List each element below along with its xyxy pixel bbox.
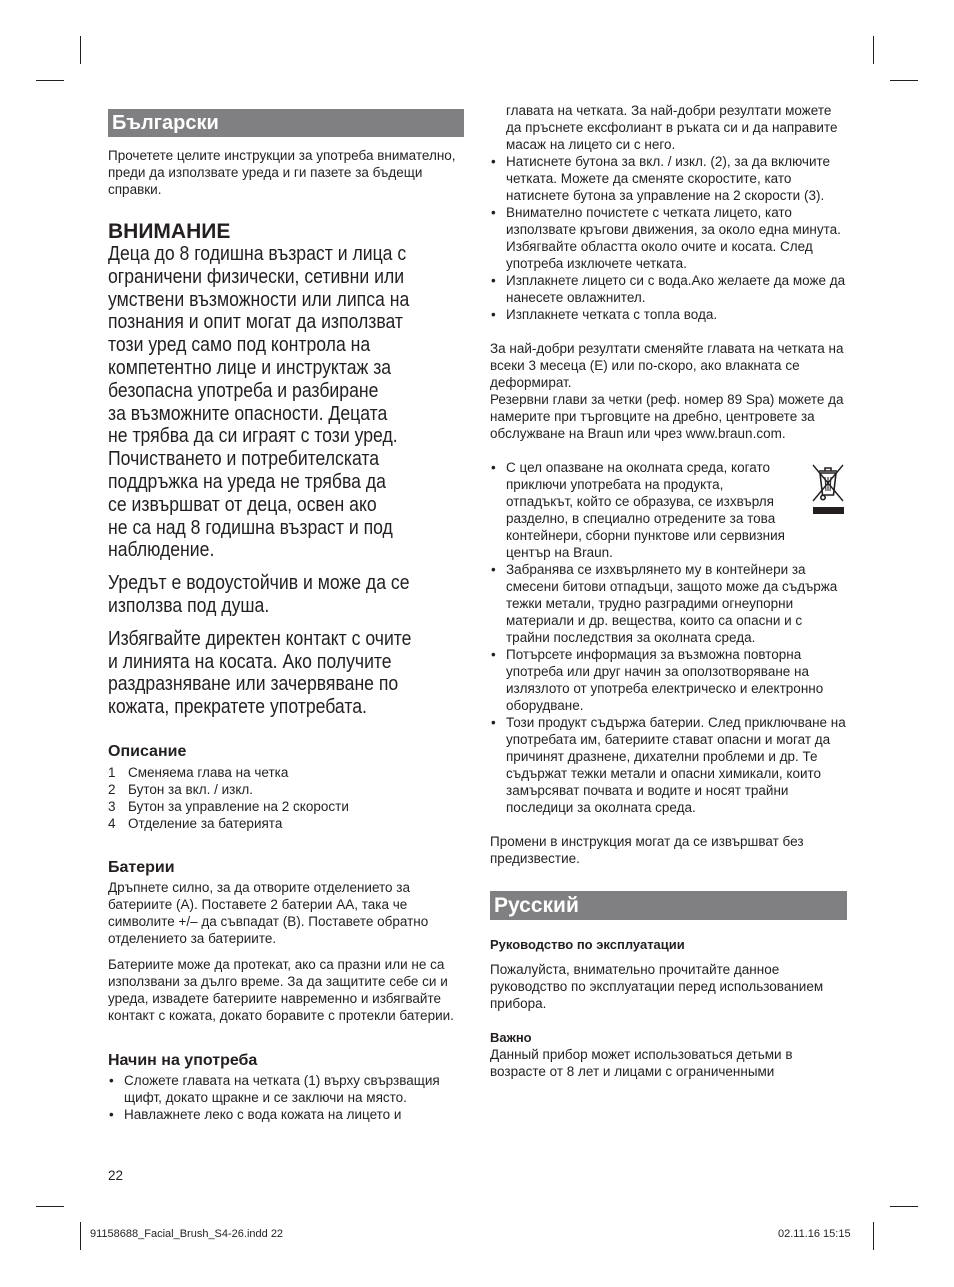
section-heading-bulgarian: Български	[108, 109, 464, 137]
avoid-contact-line: кожата, прекратете употребата.	[108, 695, 367, 719]
usage-step: • Навлажнете леко с вода кожата на лицето и	[108, 1106, 464, 1123]
crossed-out-wheelie-bin-icon	[809, 461, 847, 517]
manual-title: Руководство по эксплуатации	[490, 937, 685, 952]
waterproof-line: Уредът е водоустойчив и може да се	[108, 571, 410, 595]
change-notice: Промени в инструкция могат да се извършват без предизвестие.	[490, 834, 804, 866]
batteries-warning-paragraph: Батериите може да протекат, ако са празни или не са използвани за дълго време. За да защитите себе си и уреда, извадете батериите навременно и избягвайте контакт с кожата, докато боравите с протекли батерии.	[108, 956, 454, 1023]
crop-mark	[80, 1222, 81, 1250]
description-item-number: 2	[108, 781, 116, 797]
important-title: Важно	[490, 1030, 532, 1045]
crop-mark	[80, 36, 81, 64]
description-item-label: Бутон за вкл. / изкл.	[128, 781, 254, 797]
warning-line: умствени възможности или липса на	[108, 287, 410, 311]
warning-line: ограничени физически, сетивни или	[108, 264, 405, 288]
avoid-contact-line: Избягвайте директен контакт с очите	[108, 626, 412, 650]
usage-continuation: главата на четката. За най-добри резултати можете да пръснете ексфолиант в ръката си и да направите масаж на лицето си с него.	[506, 103, 838, 152]
manual-paragraph: Пожалуйста, внимательно прочитайте данное руководство по эксплуатации перед использованием прибора.	[490, 962, 824, 1011]
description-item-label: Сменяема глава на четка	[128, 764, 289, 780]
batteries-title: Батерии	[108, 858, 175, 876]
crop-mark	[890, 80, 918, 81]
warning-line: безопасна употреба и разбиране	[108, 378, 379, 402]
description-item	[108, 781, 464, 798]
usage-step: • Изплакнете четката с топла вода.	[490, 306, 847, 323]
usage-list	[108, 1072, 464, 1123]
warning-line: познания и опит могат да използват	[108, 310, 404, 334]
crop-mark	[36, 1206, 64, 1207]
environment-item: • С цел опазване на околната среда, когато приключи употребата на продукта, отпадъкът, който се образува, се изхвърля разделно, в специално отредените за това контейнери, сборни пунктове или сервизния център на Braun.	[490, 459, 787, 561]
warning-line: поддръжка на уреда не трябва да	[108, 469, 386, 493]
environment-list	[490, 459, 847, 816]
description-title: Описание	[108, 742, 187, 760]
avoid-contact-line: раздразняване или зачервяване по	[108, 672, 399, 696]
avoid-contact-line: и линията на косата. Ако получите	[108, 649, 392, 673]
usage-step: • Натиснете бутона за вкл. / изкл. (2), за да включите четката. Можете да сменяте скоростите, като натиснете бутона за управление на 2 скорости (3).	[490, 153, 847, 204]
warning-line: компетентно лице и инструктаж за	[108, 355, 392, 379]
crop-mark	[873, 1222, 874, 1250]
environment-section	[490, 459, 847, 816]
warning-line: не трябва да си играят с този уред.	[108, 424, 398, 448]
warning-text	[108, 243, 461, 562]
right-column	[490, 102, 847, 1080]
avoid-contact-text	[108, 628, 461, 719]
usage-step: • Изплакнете лицето си с вода.Ако желаете да може да нанесете овлажнител.	[490, 272, 847, 306]
warning-line: наблюдение.	[108, 538, 215, 562]
description-item	[108, 798, 464, 815]
footer-filename: 91158688_Facial_Brush_S4-26.indd 22	[90, 1228, 284, 1240]
warning-line: Деца до 8 годишна възраст и лица с	[108, 242, 407, 265]
warning-line: този уред само под контрола на	[108, 333, 371, 357]
environment-item: • Потърсете информация за възможна повторна употреба или друг начин за оползотворяване на излязлото от употреба електрическо и електронно оборудване.	[490, 646, 847, 714]
description-item-number: 3	[108, 798, 116, 814]
crop-mark	[890, 1206, 918, 1207]
usage-list-continued	[490, 153, 847, 323]
waterproof-line: използва под душа.	[108, 593, 270, 617]
warning-line: не са над 8 годишна възраст и под	[108, 515, 393, 539]
usage-title: Начин на употреба	[108, 1051, 258, 1069]
warning-title: ВНИМАНИЕ	[108, 220, 231, 243]
spare-heads-paragraph: Резервни глави за четки (реф. номер 89 Spa) можете да намерите при търговците на дребно, центровете за обслужване на Braun или чрез www.braun.com.	[490, 392, 844, 441]
description-item-number: 1	[108, 764, 116, 780]
batteries-paragraph: Дръпнете силно, за да отворите отделението за батериите (A). Поставете 2 батерии AA, така че символите +/– да съвпадат (B). Поставете обратно отделението за батериите.	[108, 879, 429, 946]
description-item	[108, 764, 464, 781]
environment-item: • Този продукт съдържа батерии. След приключване на употребата им, батериите стават опасни и могат да причинят дразнене, дихателни проблеми и др. Те съдържат тежки метали и опасни химикали, които замърсяват почвата и водите и носят трайни последици за околната среда.	[490, 714, 847, 816]
description-list	[108, 764, 464, 832]
warning-line: за възможните опасности. Децата	[108, 401, 388, 425]
crop-mark	[873, 36, 874, 64]
description-item-number: 4	[108, 815, 116, 831]
usage-step: • Сложете главата на четката (1) върху свързващия щифт, докато щракне и се заключи на място.	[108, 1072, 464, 1106]
usage-step: • Внимателно почистете с четката лицето, като използвате кръгови движения, за около една минута. Избягвайте областта около очите и косата. След употреба изключете четката.	[490, 204, 847, 272]
description-item	[108, 815, 464, 832]
description-item-label: Бутон за управление на 2 скорости	[128, 798, 349, 814]
left-column	[108, 109, 464, 1123]
warning-line: се извършват от деца, освен ако	[108, 492, 377, 516]
page-number: 22	[108, 1168, 124, 1183]
warning-line: Почистването и потребителската	[108, 447, 380, 471]
important-paragraph: Данный прибор может использоваться детьми в возрасте от 8 лет и лицами с ограниченными	[490, 1047, 793, 1079]
crop-mark	[36, 80, 64, 81]
intro-text: Прочетете целите инструкции за употреба внимателно, преди да използвате уреда и ги пазете за бъдещи справки.	[108, 148, 456, 197]
waterproof-text	[108, 572, 461, 618]
environment-item: • Забранява се изхвърлянето му в контейнери за смесени битови отпадъци, защото може да съдържа тежки метали, трудно разградими огнеупорни материали и др. вещества, които са опасни и с трайни последствия за околната среда.	[490, 561, 847, 646]
section-heading-russian: Русский	[490, 891, 847, 920]
replace-head-paragraph: За най-добри резултати сменяйте главата на четката на всеки 3 месеца (E) или по-скоро, ако влакната се деформират.	[490, 341, 844, 390]
footer-date: 02.11.16 15:15	[778, 1228, 851, 1240]
description-item-label: Отделение за батерията	[128, 815, 283, 831]
